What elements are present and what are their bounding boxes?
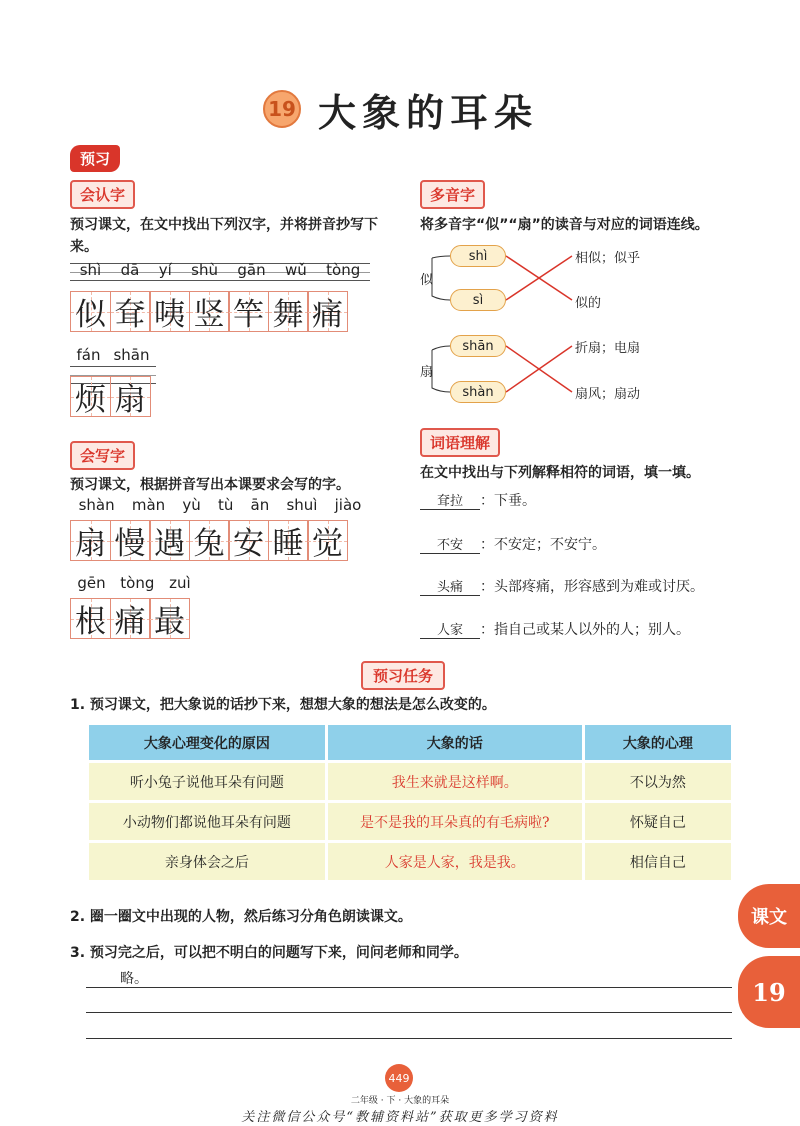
char: 痛	[312, 297, 343, 333]
table-cell: 小动物们都说他耳朵有问题	[88, 802, 327, 842]
pinyin: jiào	[334, 496, 362, 514]
recognize-pinyin-row2	[70, 346, 156, 364]
polyphone-char-2: 扇	[420, 365, 434, 380]
char: 根	[75, 604, 106, 640]
table-cell: 相信自己	[583, 842, 732, 882]
reading-pill	[450, 335, 506, 357]
table-cell: 听小兔子说他耳朵有问题	[88, 762, 327, 802]
char: 耷	[114, 297, 146, 333]
char: 竿	[233, 297, 264, 333]
write-char-grid-row1	[70, 520, 347, 561]
reading-pill	[450, 245, 506, 267]
reading: shān	[462, 338, 494, 354]
task-q1: 1. 预习课文，把大象说的话抄下来，想想大象的想法是怎么改变的。	[70, 697, 496, 713]
reading: shàn	[462, 384, 494, 400]
vocab-item	[420, 576, 704, 596]
elephant-table	[86, 722, 734, 883]
char: 睡	[272, 526, 304, 562]
vocab-definition: ：不安定；不安宁。	[480, 537, 606, 553]
reading-pill	[450, 289, 506, 311]
pinyin: gān	[237, 261, 266, 279]
side-tab-label: 课文	[738, 884, 800, 948]
char-cell	[268, 520, 309, 561]
char: 舞	[272, 297, 304, 333]
lesson-number-badge	[263, 90, 301, 128]
vocab-definition: ：下垂。	[480, 493, 536, 509]
tasks-label: 预习任务	[361, 661, 445, 690]
char: 痛	[114, 604, 146, 640]
char: 最	[154, 604, 185, 640]
recognize-char-grid-row1	[70, 291, 347, 332]
vocab-item	[420, 619, 690, 639]
polyphone-label: 多音字	[420, 180, 485, 209]
table-header: 大象心理变化的原因	[88, 724, 327, 762]
table-header-row	[88, 724, 733, 762]
answer-line	[86, 987, 732, 988]
pinyin: wǔ	[284, 261, 307, 279]
char-cell	[228, 291, 269, 332]
char-cell	[189, 520, 230, 561]
char-cell	[70, 376, 111, 417]
task-q2: 2. 圈一圈文中出现的人物，然后练习分角色朗读课文。	[70, 909, 412, 925]
write-instruction: 预习课文，根据拼音写出本课要求会写的字。	[70, 477, 350, 493]
pinyin: shuì	[286, 496, 318, 514]
vocab-definition: ：头部疼痛，形容感到为难或讨厌。	[480, 579, 704, 595]
pinyin: tù	[217, 496, 234, 514]
side-tab-number: 19	[738, 956, 800, 1028]
write-pinyin-row1	[70, 496, 370, 514]
recognize-instruction: 预习课文，在文中找出下列汉字，并将拼音抄写下来。	[70, 217, 378, 255]
reading: sì	[472, 292, 484, 308]
char-cell	[149, 291, 190, 332]
pinyin: ān	[250, 496, 270, 514]
char-cell	[110, 598, 151, 639]
pinyin: gēn	[77, 574, 106, 592]
polyphone-word: 似的	[575, 296, 602, 311]
pinyin: zuì	[169, 574, 191, 592]
vocab-answer: 头痛	[420, 576, 480, 596]
footer-note: 关注微信公众号“教辅资料站”获取更多学习资料	[241, 1110, 559, 1125]
answer-line	[86, 1012, 732, 1013]
pinyin: shù	[191, 261, 218, 279]
task-q3: 3. 预习完之后，可以把不明白的问题写下来，问问老师和同学。	[70, 945, 468, 961]
char-cell	[268, 291, 309, 332]
write-label: 会写字	[70, 441, 135, 470]
vocab-item	[420, 490, 536, 510]
table-header: 大象的话	[326, 724, 583, 762]
char: 扇	[75, 526, 106, 562]
vocab-instruction: 在文中找出与下列解释相符的词语，填一填。	[420, 465, 700, 481]
table-cell: 亲身体会之后	[88, 842, 327, 882]
table-cell: 我生来就是这样啊。	[326, 762, 583, 802]
char-cell	[110, 520, 151, 561]
reading: shì	[468, 248, 488, 264]
pinyin: màn	[131, 496, 166, 514]
polyphone-word: 扇风；扇动	[575, 387, 641, 402]
char-cell	[189, 291, 230, 332]
char-cell	[307, 291, 348, 332]
char-cell	[307, 520, 348, 561]
vocab-label: 词语理解	[420, 428, 500, 457]
char: 竖	[193, 297, 225, 333]
footer-caption: 二年级 · 下 · 大象的耳朵	[350, 1096, 450, 1106]
vocab-answer: 耷拉	[420, 490, 480, 510]
reading-pill	[450, 381, 506, 403]
vocab-answer: 不安	[420, 534, 480, 554]
pinyin: tòng	[120, 574, 155, 592]
char-cell	[70, 598, 111, 639]
table-row	[88, 762, 733, 802]
char: 扇	[114, 382, 146, 418]
table-header: 大象的心理	[583, 724, 732, 762]
char: 遇	[154, 526, 185, 562]
pinyin: yí	[158, 261, 172, 279]
table-row	[88, 802, 733, 842]
char-cell	[228, 520, 269, 561]
recognize-label: 会认字	[70, 180, 135, 209]
vocab-item	[420, 534, 606, 554]
char-cell	[110, 376, 151, 417]
char-cell	[70, 291, 111, 332]
char: 觉	[312, 526, 343, 562]
task-q3-answer: 略。	[120, 971, 148, 987]
vocab-answer: 人家	[420, 619, 480, 639]
preview-tag: 预习	[70, 145, 120, 172]
pinyin: shì	[79, 261, 102, 279]
char: 兔	[193, 526, 225, 562]
write-pinyin-row2	[70, 574, 198, 592]
char: 烦	[75, 382, 106, 418]
page-number-badge	[385, 1064, 413, 1092]
lesson-number: 19	[268, 97, 296, 121]
char-cell	[149, 598, 190, 639]
char-cell	[110, 291, 151, 332]
char-cell	[70, 520, 111, 561]
page-number: 449	[388, 1071, 410, 1085]
write-char-grid-row2	[70, 598, 189, 639]
char: 安	[233, 526, 264, 562]
pinyin: shàn	[78, 496, 115, 514]
recognize-char-grid-row2	[70, 376, 149, 417]
pinyin: yù	[182, 496, 201, 514]
polyphone-char-1: 似	[420, 273, 434, 288]
char: 似	[75, 297, 106, 333]
table-cell: 是不是我的耳朵真的有毛病啦?	[326, 802, 583, 842]
pinyin: fán	[76, 346, 101, 364]
polyphone-word: 相似；似乎	[575, 251, 641, 266]
char: 咦	[154, 297, 185, 333]
table-cell: 不以为然	[583, 762, 732, 802]
vocab-definition: ：指自己或某人以外的人；别人。	[480, 622, 690, 638]
table-row	[88, 842, 733, 882]
pinyin: tòng	[326, 261, 361, 279]
page-title: 大象的耳朵	[318, 90, 539, 135]
char: 慢	[114, 526, 146, 562]
polyphone-word: 折扇；电扇	[575, 341, 641, 356]
pinyin: shān	[113, 346, 150, 364]
table-cell: 怀疑自己	[583, 802, 732, 842]
pinyin: dā	[120, 261, 140, 279]
recognize-pinyin-row1	[70, 261, 370, 279]
answer-line	[86, 1038, 732, 1039]
table-cell: 人家是人家，我是我。	[326, 842, 583, 882]
polyphone-instruction: 将多音字“似”“扇”的读音与对应的词语连线。	[420, 217, 709, 233]
char-cell	[149, 520, 190, 561]
